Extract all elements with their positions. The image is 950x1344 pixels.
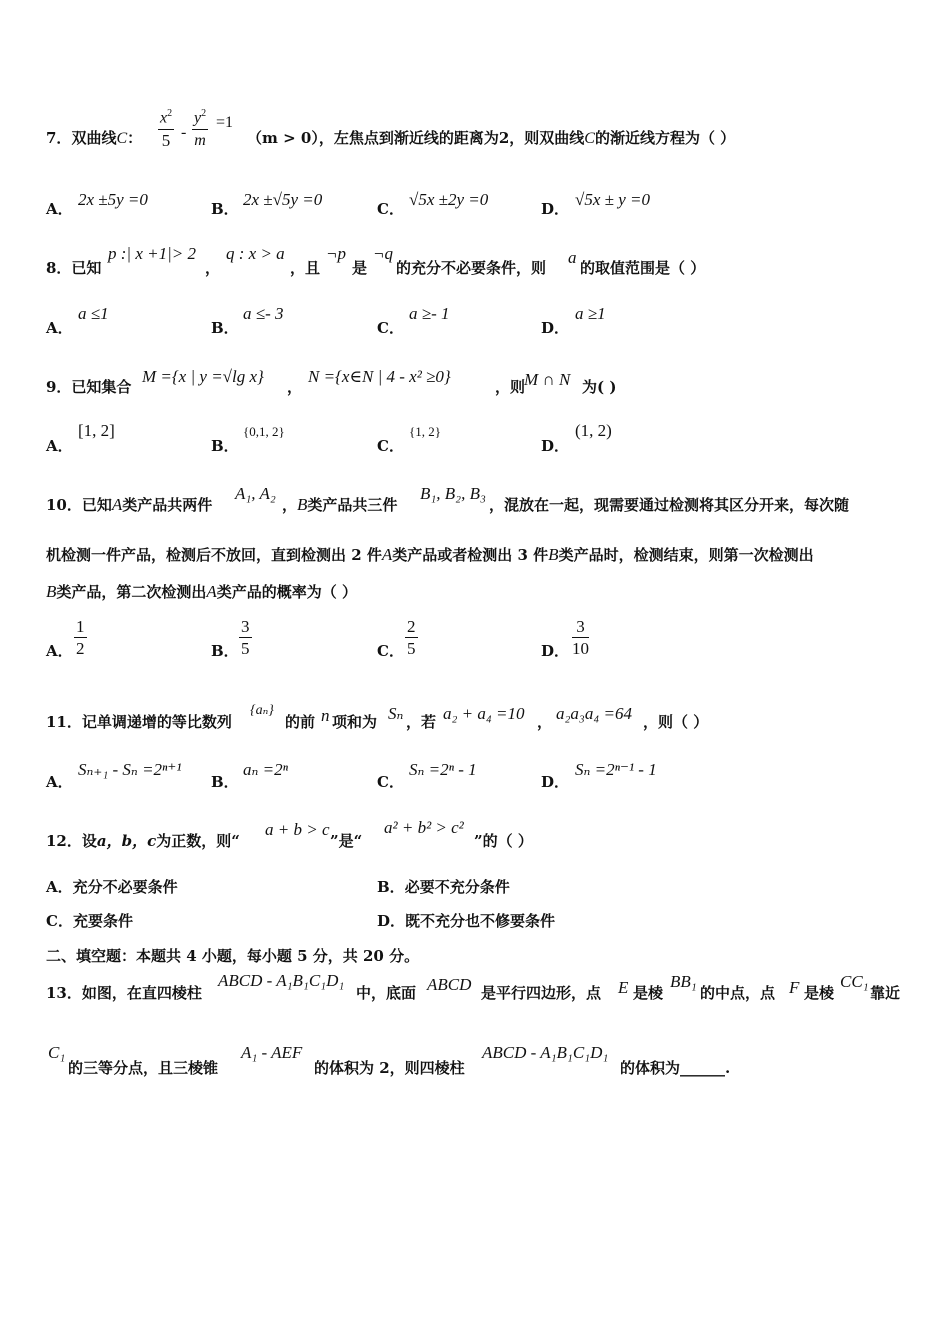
q13-base: ABCD [427,975,472,994]
q11-c: ， [537,713,553,731]
q12-stem: 12．设a，b，c为正数，则“ [46,832,240,850]
q13-bb1: BB₁ [670,972,697,991]
q11-n: n [321,706,330,725]
q9-option-b[interactable]: {0,1, 2} [243,424,285,439]
q11-option-d-label[interactable]: D． [541,773,570,791]
q9-option-c-label[interactable]: C． [377,437,404,455]
q11-tail: ，则（ ） [643,713,709,731]
section-fill-in-title: 二、填空题：本题共 4 小题，每小题 5 分，共 20 分。 [46,947,420,965]
q11-mid2: 项和为 [332,713,378,731]
q13-mid4: 的中点，点 [700,984,776,1002]
q7-option-a[interactable]: 2x ±5y =0 [78,190,148,209]
q12-tail: ”的（ ） [474,832,533,850]
q13-mid6: 靠近 [870,984,901,1002]
q12-option-c[interactable]: C．充要条件 [46,912,133,930]
q10-option-a-label[interactable]: A． [46,642,73,660]
q12-mid2: ”是“ [330,832,363,850]
q7-eq-rest: =1 [216,114,234,131]
q8-option-d[interactable]: a ≥1 [575,304,606,323]
q8-option-d-label[interactable]: D． [541,319,570,337]
q12-cond1: a + b > c [265,820,330,839]
q9-set-m: M ={x | y =√lg x} [142,367,264,386]
q10-option-d-label[interactable]: D． [541,642,570,660]
q8-a: a [568,248,577,267]
q7-stem: 7．双曲线C： [46,129,143,147]
q11-option-b[interactable]: aₙ =2ⁿ [243,760,288,779]
q11-an: {aₙ} [250,703,274,718]
q8-option-c[interactable]: a ≥- 1 [409,304,450,323]
q10-option-b[interactable]: $\frac{3}{5}$ [241,617,250,658]
q8-option-a-label[interactable]: A． [46,319,73,337]
q13-cc1: CC₁ [840,972,869,991]
q10-b123: B₁, B₂, B₃ [420,484,486,503]
q11-eq2: a₂a₃a₄ =64 [556,704,632,723]
q11-option-c[interactable]: Sₙ =2ⁿ - 1 [409,760,477,779]
q7-minus: - [181,124,187,141]
q13-line2-a: 的三等分点，且三棱锥 [68,1059,219,1077]
q10-line1-b: ，B类产品共三件 [282,495,398,514]
q8-is: 是 [352,259,368,277]
q12-option-a[interactable]: A．充分不必要条件 [46,878,178,896]
q13-stem: 13．如图，在直四棱柱 [46,984,202,1002]
q11-option-a[interactable]: Sₙ₊₁ - Sₙ =2ⁿ⁺¹ [78,760,182,779]
q10-a12: A₁, A₂ [235,484,276,503]
q10-line2: 机检测一件产品，检测后不放回，直到检测出 2 件A类产品或者检测出 3 件B类产品时，检测结束，则第一次检测出 [46,545,814,564]
q10-option-c-label[interactable]: C． [377,642,404,660]
q7-option-c[interactable]: √5x ±2y =0 [409,190,489,209]
q7-option-b-label[interactable]: B． [211,200,239,218]
q9-option-d[interactable]: (1, 2) [575,421,612,440]
q12-cond2: a² + b² > c² [384,818,464,837]
q8-q: q : x > a [226,244,285,263]
q7-option-d-label[interactable]: D． [541,200,570,218]
q13-prism: ABCD - A₁B₁C₁D₁ [218,971,345,990]
q8-nq: ¬q [373,244,393,263]
q13-prism2: ABCD - A₁B₁C₁D₁ [482,1043,609,1062]
q10-option-d[interactable]: $\frac{3}{10}$ [572,617,589,658]
q11-sn: Sₙ [388,704,404,723]
q7-option-b[interactable]: 2x ±√5y =0 [243,190,323,209]
q11-option-d[interactable]: Sₙ =2ⁿ⁻¹ - 1 [575,760,657,779]
q11-eq1: a₂ + a₄ =10 [443,704,525,723]
q13-pyramid: A₁ - AEF [241,1043,303,1062]
q10-option-c[interactable]: $\frac{2}{5}$ [407,617,416,658]
q13-line2-c: 的体积为______. [620,1059,731,1077]
q13-mid5: 是棱 [804,984,835,1002]
q9-stem: 9．已知集合 [46,378,132,396]
q9-tail2: 为( ) [582,378,617,396]
q7-option-d[interactable]: √5x ± y =0 [575,190,650,209]
q11-mid: 的前 [285,713,316,731]
q13-c1: C₁ [48,1043,66,1062]
q13-line2-b: 的体积为 2，则四棱柱 [314,1059,465,1077]
q9-set-n: N ={x∈N | 4 - x² ≥0} [308,367,451,386]
q8-p: p :| x +1|> 2 [108,244,196,263]
q8-np: ¬p [326,244,346,263]
q8-option-c-label[interactable]: C． [377,319,404,337]
q9-option-a[interactable]: [1, 2] [78,421,115,440]
q9-option-b-label[interactable]: B． [211,437,239,455]
q9-comma: ， [287,378,303,396]
q13-mid2: 是平行四边形，点 [481,984,602,1002]
q12-option-b[interactable]: B．必要不充分条件 [377,878,510,896]
q8-stem: 8．已知 [46,259,102,277]
q8-mid: ，且 [290,259,321,277]
q13-mid3: 是棱 [633,984,664,1002]
q7-frac-y: $\frac{y^2}{m}$ [192,104,208,152]
q10-option-b-label[interactable]: B． [211,642,239,660]
q8-option-a[interactable]: a ≤1 [78,304,109,323]
q11-option-c-label[interactable]: C． [377,773,404,791]
q11-option-a-label[interactable]: A． [46,773,73,791]
q13-mid: 中，底面 [356,984,417,1002]
q13-f: F [789,978,800,997]
q9-tail: ，则 [495,378,526,396]
q11-option-b-label[interactable]: B． [211,773,239,791]
q8-option-b-label[interactable]: B． [211,319,239,337]
q11-mid3: ，若 [406,713,437,731]
q10-line1: 10．已知A类产品共两件 [46,495,213,514]
q9-intersection: M ∩ N [524,370,571,389]
q10-line3: B类产品，第二次检测出A类产品的概率为（ ） [46,582,358,601]
q7-option-c-label[interactable]: C． [377,200,404,218]
q10-line1-d: ，混放在一起，现需要通过检测将其区分开来，每次随 [489,496,850,514]
q11-stem: 11．记单调递增的等比数列 [46,713,232,731]
q8-tail2: 的取值范围是（ ） [580,259,706,277]
q13-e: E [618,978,629,997]
q9-option-c[interactable]: {1, 2} [409,424,441,439]
q8-tail: 的充分不必要条件，则 [396,259,547,277]
q10-option-a[interactable]: $\frac{1}{2}$ [76,617,85,658]
q7-frac-x: $\frac{x^2}{5}$ [158,104,174,152]
q7-option-a-label[interactable]: A． [46,200,73,218]
q9-option-a-label[interactable]: A． [46,437,73,455]
q12-option-d[interactable]: D．既不充分也不修要条件 [377,912,556,930]
q8-option-b[interactable]: a ≤- 3 [243,304,284,323]
q7-tail: （m > 0），左焦点到渐近线的距离为2，则双曲线C的渐近线方程为（ ） [247,129,736,147]
q8-comma: ， [205,259,221,277]
q9-option-d-label[interactable]: D． [541,437,570,455]
